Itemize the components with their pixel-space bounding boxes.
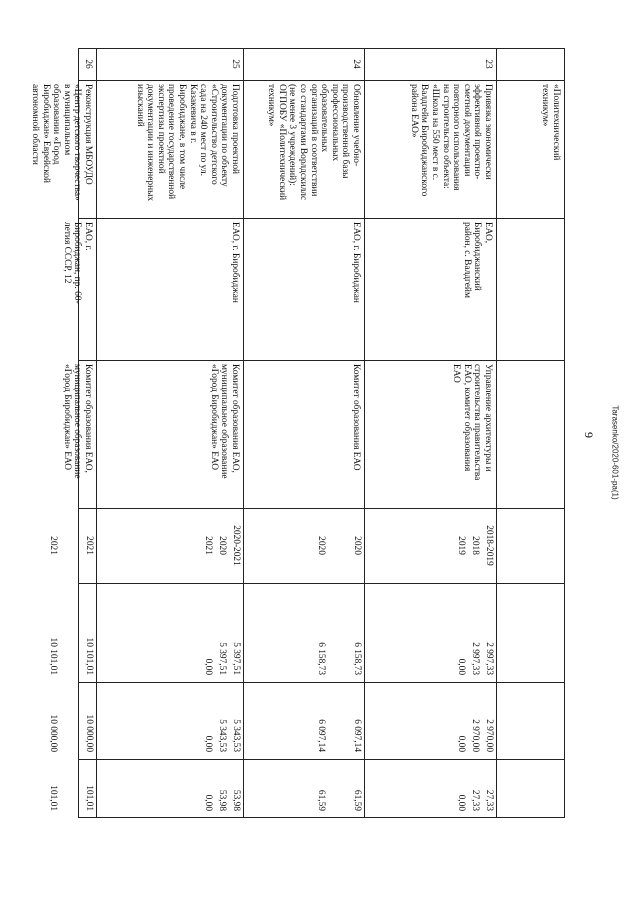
object-name: Подготовка проектной документации по объекту «Строительство детского сада на 240 мест по ул. Казакевича в г. Биробиджане, в том числе проведение государственной экспертизы проектной документации и инженерных изысканий: [134, 84, 240, 202]
column-line-1: [79, 80, 565, 81]
column-line-0: [79, 48, 565, 49]
object-name: Обновление учебно- производственной базы профессиональных образовательных организаций в соответствии со стандартами Ворлдскиллс (не менее 3 учреждений): ОГПОБУ «Политехнический техникум»: [266, 84, 361, 201]
regional-value: 61,59: [352, 789, 362, 811]
total-value: 6 158,73: [352, 642, 362, 675]
row-line-0: [496, 48, 497, 818]
row-number: 25: [230, 59, 240, 69]
table-border-top: [564, 48, 565, 818]
row-number: 24: [351, 59, 361, 69]
row-number: 26: [83, 59, 93, 69]
regional-value: 101,01: [84, 785, 94, 811]
period-value: 2019: [456, 536, 466, 555]
total-value: 2 997,33: [484, 642, 494, 675]
regional-value: 61,59: [315, 789, 326, 811]
period-value: 2020-2021: [231, 525, 241, 566]
column-line-6: [79, 682, 565, 683]
federal-value: 10 000,00: [47, 714, 58, 752]
total-value: 5 397,51: [231, 642, 241, 675]
row-line-2: [243, 48, 244, 818]
federal-value: 5 343,53: [217, 719, 227, 752]
object-location: ЕАО, Биробиджанский район, с. Валдгейм: [461, 222, 493, 298]
federal-value: 2 970,00: [484, 719, 494, 752]
federal-value: 10 000,00: [84, 714, 94, 752]
period-value: 2021: [47, 536, 58, 555]
customer-name: Управление архитектуры и строительства правительства ЕАО, комитет образования ЕАО: [451, 364, 493, 481]
period-value: 2021: [84, 536, 94, 555]
regional-value: 0,00: [203, 794, 213, 811]
period-value: 2020: [352, 536, 362, 555]
federal-value: 0,00: [203, 735, 213, 752]
column-line-5: [79, 583, 565, 584]
object-location: ЕАО, г. Биробиджан, пр. 60- летия СССР, 12: [61, 222, 93, 304]
regional-value: 53,98: [217, 789, 227, 811]
period-value: 2018-2019: [484, 525, 494, 566]
customer-name: Комитет образования ЕАО: [351, 364, 361, 471]
federal-value: 5 343,53: [231, 719, 241, 752]
column-line-3: [79, 360, 565, 361]
period-value: 2018: [470, 536, 480, 555]
row-line-1: [364, 48, 365, 818]
total-value: 0,00: [203, 658, 213, 675]
total-value: 0,00: [456, 658, 466, 675]
federal-value: 6 097,14: [352, 719, 362, 752]
total-value: 10 101,01: [84, 637, 94, 675]
budget-table: [30, 48, 565, 818]
customer-name: Комитет образования ЕАО, муниципальное образование «Город Биробиджан» ЕАО: [208, 364, 240, 479]
object-location: ЕАО, г. Биробиджан: [351, 222, 361, 303]
customer-name: Комитет образования ЕАО, муниципальное образование «Город Биробиджан» ЕАО: [61, 364, 93, 479]
object-name: Реконструкция МБОУДО «Центр детского творчества» в муниципальном образовании «Город Биробиджан» Еврейской автономной области: [30, 84, 93, 201]
total-value: 5 397,51: [217, 642, 227, 675]
carryover-text: «Политехнический техникум»: [540, 84, 561, 161]
column-line-4: [79, 508, 565, 509]
regional-value: 53,98: [231, 789, 241, 811]
object-location: ЕАО, г. Биробиджан: [230, 222, 240, 303]
footer-code: Tarasenko/2020-601-ра(1): [610, 405, 620, 500]
total-value: 10 101,01: [47, 637, 58, 675]
regional-value: 27,33: [470, 789, 480, 811]
total-value: 2 997,33: [470, 642, 480, 675]
page-number: 9: [582, 432, 596, 438]
object-name: Привязка экономически эффективной проектно- сметной документации повторного использования на строительство объекта: «Школа на 550 мест в с. Валдгейм Биробиджанского района ЕАО»: [408, 84, 493, 197]
row-number: 23: [483, 59, 493, 69]
row-line-3: [96, 48, 97, 818]
regional-value: 101,01: [47, 785, 58, 811]
column-line-end: [79, 817, 565, 818]
period-value: 2020: [217, 536, 227, 555]
total-value: 6 158,73: [315, 642, 326, 675]
federal-value: 0,00: [456, 735, 466, 752]
period-value: 2020: [315, 536, 326, 555]
federal-value: 6 097,14: [315, 719, 326, 752]
period-value: 2021: [203, 536, 213, 555]
column-line-7: [79, 759, 565, 760]
federal-value: 2 970,00: [470, 719, 480, 752]
column-line-2: [79, 218, 565, 219]
regional-value: 0,00: [456, 794, 466, 811]
regional-value: 27,33: [484, 789, 494, 811]
